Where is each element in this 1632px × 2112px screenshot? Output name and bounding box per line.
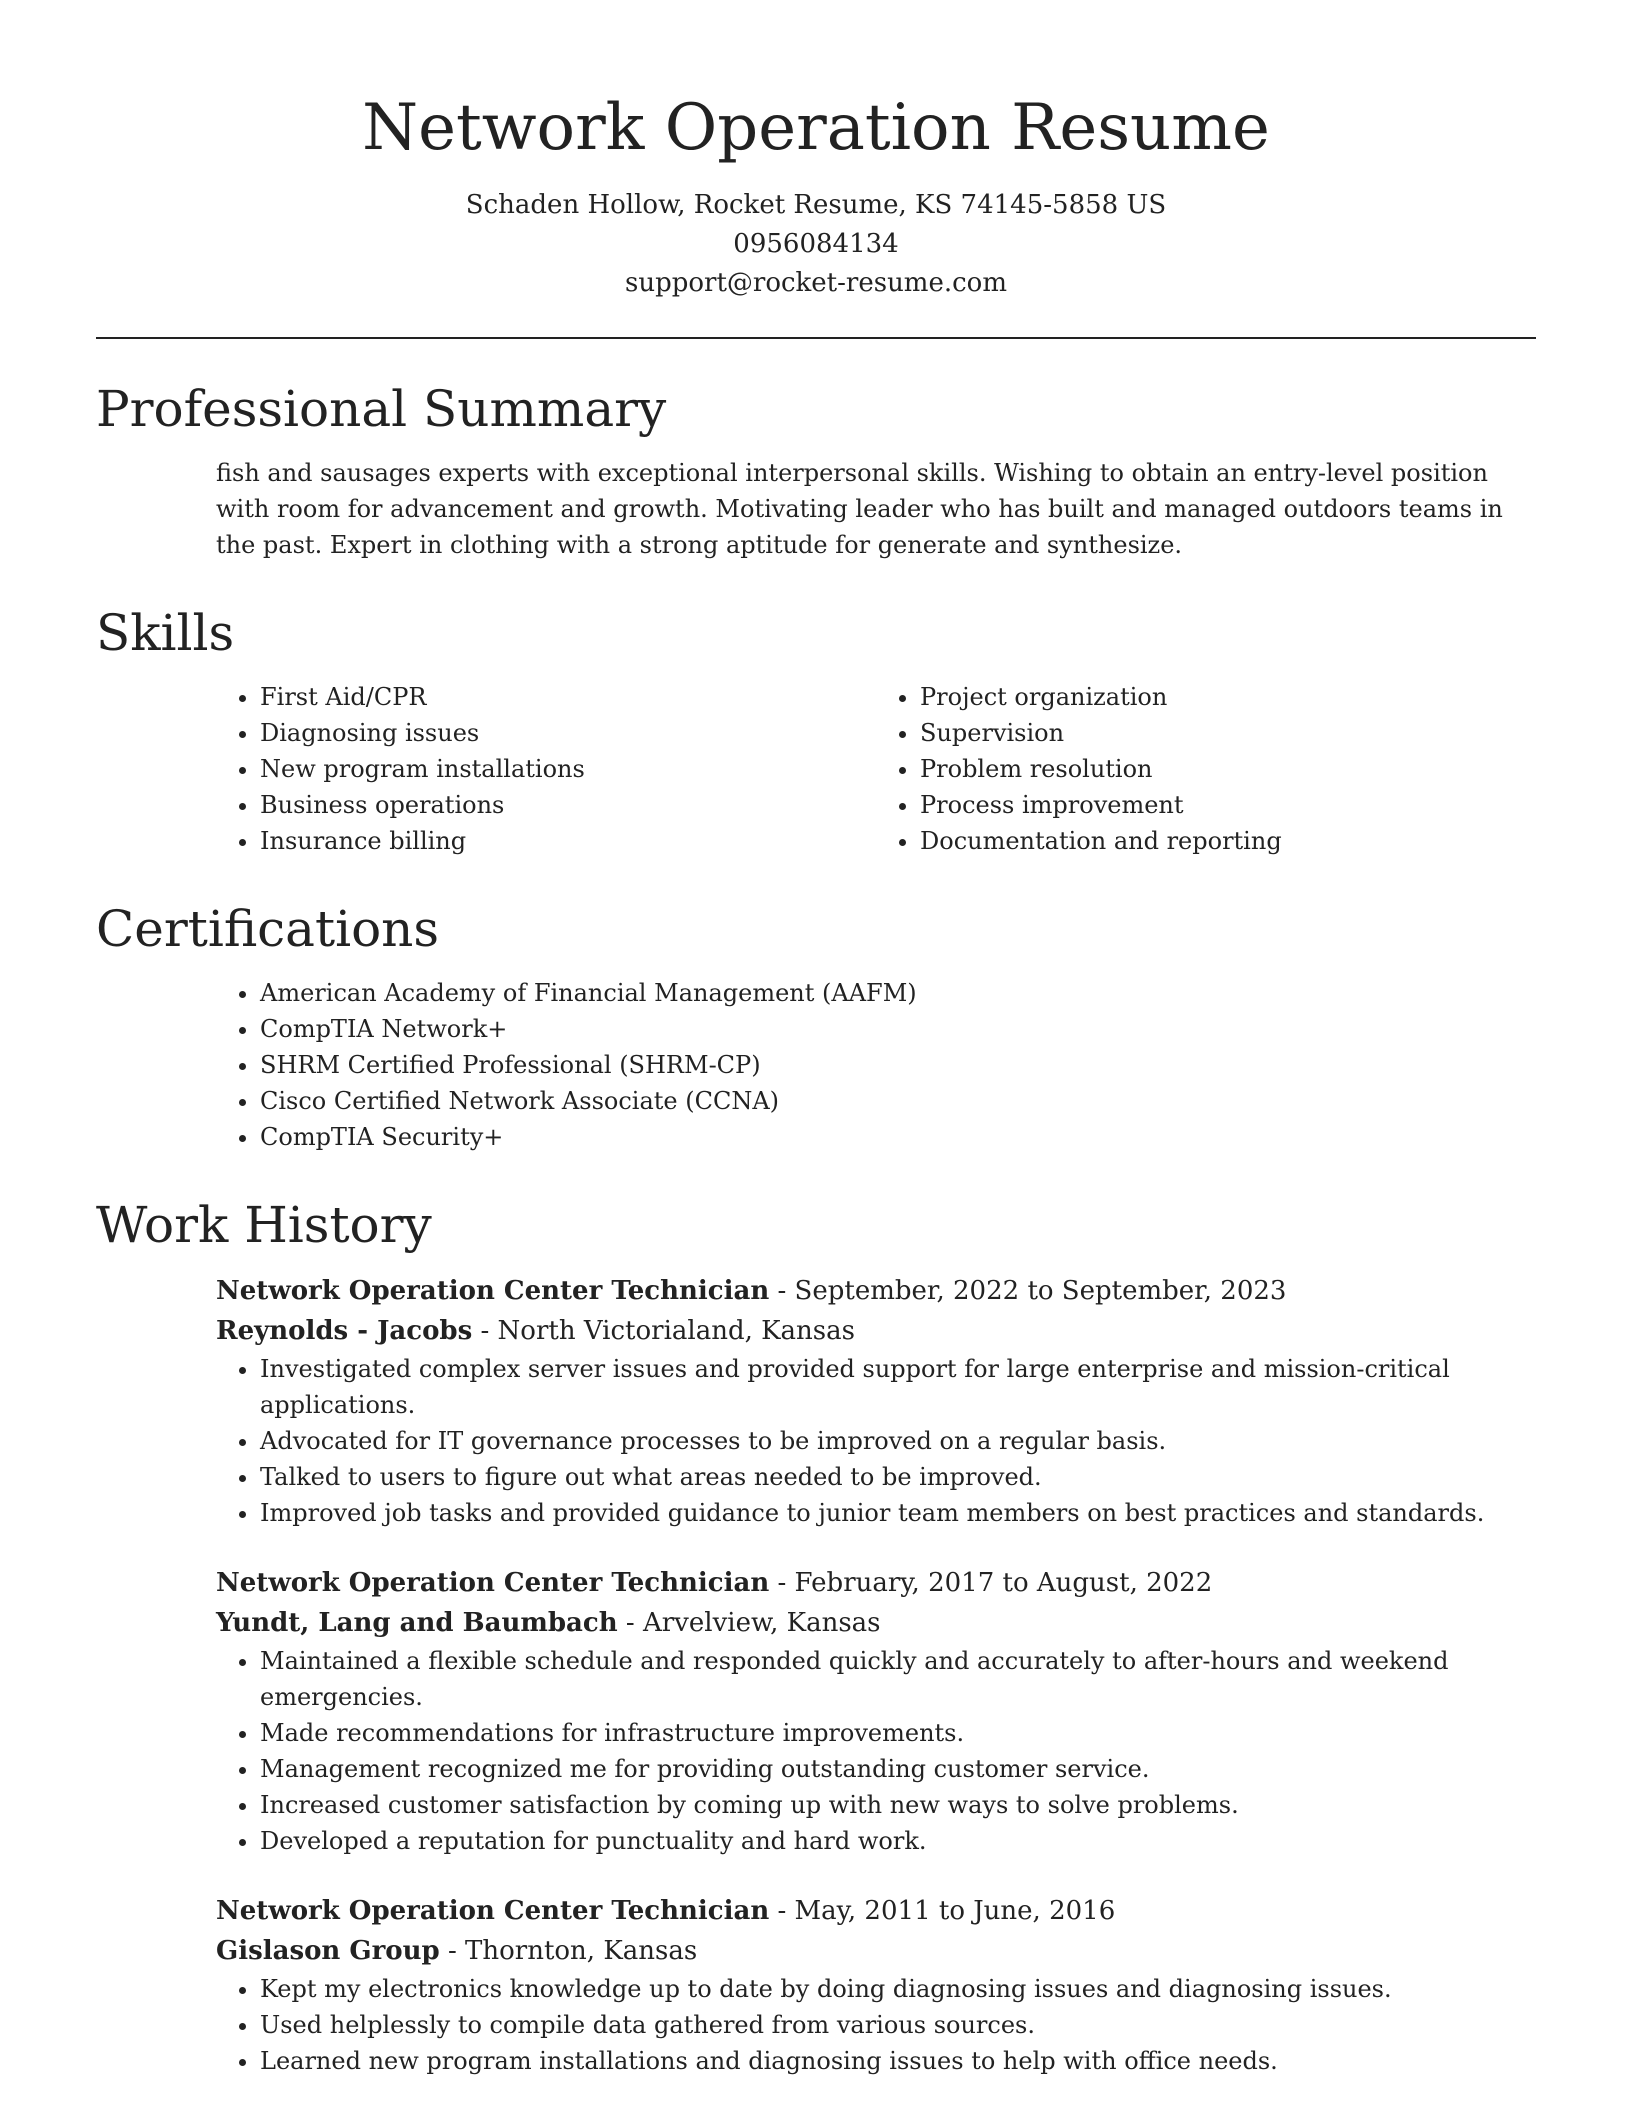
job-duty: • Maintained a flexible schedule and responded quickly and accurately to after-hours and weekend emergencies. [260,1643,1536,1715]
certification-item: • SHRM Certified Professional (SHRM-CP) [260,1047,1536,1083]
job-company: Gislason Group [216,1936,440,1966]
job-duty: • Improved job tasks and provided guidance to junior team members on best practices and standards. [260,1495,1536,1531]
job-entry [216,1563,1536,1859]
job-duty: • Investigated complex server issues and provided support for large enterprise and mission-critical applications. [260,1351,1536,1423]
job-duties-list [216,1643,1536,1859]
summary-section [96,379,1536,563]
job-title-line [216,1563,1536,1603]
skills-list-left [216,679,876,859]
work-history-heading: Work History [96,1196,432,1254]
candidate-name: Network Operation Resume [362,91,1270,165]
skill-item: • Business operations [260,787,876,823]
certification-item: • American Academy of Financial Management (AAFM) [260,975,1536,1011]
header-divider [96,337,1536,339]
job-location: - Thornton, Kansas [439,1936,698,1966]
job-title: Network Operation Center Technician [216,1276,770,1306]
address: Schaden Hollow, Rocket Resume, KS 74145-5858 US [465,190,1167,220]
skills-section [96,603,1536,859]
job-title-line [216,1271,1536,1311]
job-dates: - May, 2011 to June, 2016 [769,1896,1116,1926]
job-duties-list [216,1971,1536,2079]
certifications-list [216,975,1536,1155]
skill-item: • First Aid/CPR [260,679,876,715]
certifications-heading: Certifications [96,900,440,958]
job-duty: • Advocated for IT governance processes to be improved on a regular basis. [260,1423,1536,1459]
skills-heading: Skills [96,604,235,662]
skill-item: • Documentation and reporting [920,823,1536,859]
summary-text: fish and sausages experts with exceptional interpersonal skills. Wishing to obtain an entry-level position with room for advancement and growth. Motivating leader who has built and managed outdoors teams in the past. Expert in clothing with a strong aptitude for generate and synthesize. [216,459,1503,559]
certifications-section [96,899,1536,1155]
job-duty: • Talked to users to figure out what areas needed to be improved. [260,1459,1536,1495]
certification-item: • CompTIA Network+ [260,1011,1536,1047]
job-duty: • Made recommendations for infrastructure improvements. [260,1715,1536,1751]
job-duty: • Increased customer satisfaction by coming up with new ways to solve problems. [260,1787,1536,1823]
skill-item: • Process improvement [920,787,1536,823]
job-title: Network Operation Center Technician [216,1896,770,1926]
job-duty: • Used helplessly to compile data gathered from various sources. [260,2007,1536,2043]
job-duties-list [216,1351,1536,1531]
job-title: Network Operation Center Technician [216,1568,770,1598]
job-duty: • Developed a reputation for punctuality and hard work. [260,1823,1536,1859]
email: support@rocket-resume.com [624,268,1007,298]
job-company-line [216,1931,1536,1971]
job-location: - North Victorialand, Kansas [472,1316,855,1346]
certification-item: • Cisco Certified Network Associate (CCNA) [260,1083,1536,1119]
skill-item: • New program installations [260,751,876,787]
job-duty: • Learned new program installations and diagnosing issues to help with office needs. [260,2043,1536,2079]
summary-heading: Professional Summary [96,380,667,438]
skills-grid [96,679,1536,859]
skill-item: • Insurance billing [260,823,876,859]
job-entry [216,1271,1536,1531]
job-dates: - September, 2022 to September, 2023 [769,1276,1287,1306]
skill-item: • Problem resolution [920,751,1536,787]
contact-info [96,186,1536,303]
phone: 0956084134 [733,229,899,259]
skill-item: • Diagnosing issues [260,715,876,751]
job-company-line [216,1603,1536,1643]
job-title-line [216,1891,1536,1931]
job-location: - Arvelview, Kansas [617,1608,881,1638]
job-duty: • Kept my electronics knowledge up to date by doing diagnosing issues and diagnosing issues. [260,1971,1536,2007]
job-duty: • Management recognized me for providing outstanding customer service. [260,1751,1536,1787]
work-history-section [96,1195,1536,2079]
skill-item: • Project organization [920,679,1536,715]
job-company-line [216,1311,1536,1351]
job-entry [216,1891,1536,2079]
skills-list-right [876,679,1536,859]
job-company: Reynolds - Jacobs [216,1316,473,1346]
resume-header [96,0,1536,303]
job-dates: - February, 2017 to August, 2022 [769,1568,1213,1598]
job-company: Yundt, Lang and Baumbach [216,1608,618,1638]
certification-item: • CompTIA Security+ [260,1119,1536,1155]
skill-item: • Supervision [920,715,1536,751]
